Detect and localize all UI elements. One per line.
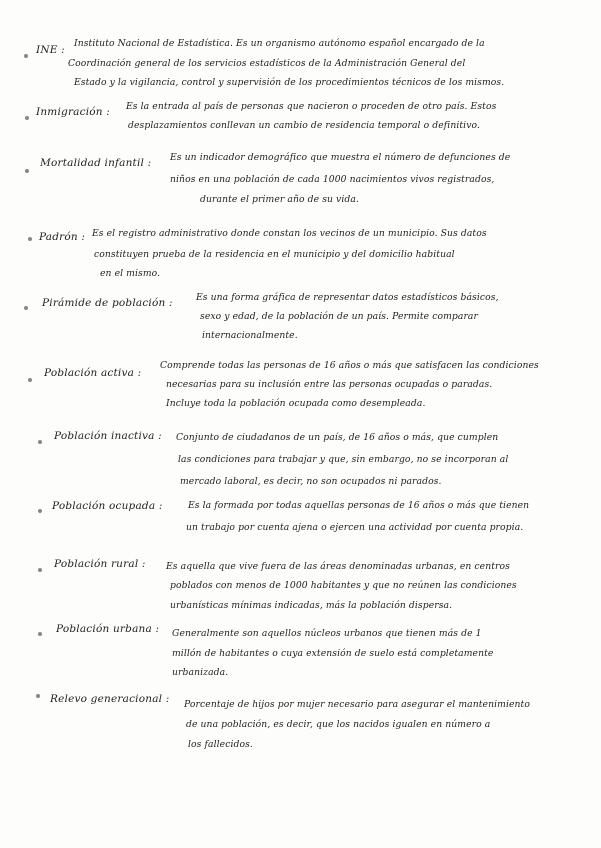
entry-term: Población urbana : — [56, 623, 160, 635]
entry-term: Mortalidad infantil : — [40, 157, 152, 169]
bullet-icon — [28, 378, 32, 382]
bullet-icon — [25, 116, 29, 120]
definition-line: Es la formada por todas aquellas personas de 16 años o más que tienen — [188, 500, 530, 511]
bullet-icon — [25, 169, 29, 173]
definition-line: Incluye toda la población ocupada como desempleada. — [166, 398, 426, 409]
bullet-icon — [38, 632, 42, 636]
definition-line: internacionalmente. — [202, 330, 298, 341]
definition-line: constituyen prueba de la residencia en el municipio y del domicilio habitual — [94, 249, 455, 260]
entry-term: Población rural : — [54, 558, 146, 570]
definition-line: necesarias para su inclusión entre las personas ocupadas o paradas. — [166, 379, 493, 390]
definition-line: Es la entrada al país de personas que nacieron o proceden de otro país. Estos — [126, 101, 497, 112]
definition-line: Estado y la vigilancia, control y supervisión de los procedimientos técnicos de los mismos. — [74, 77, 505, 88]
entry-term: Relevo generacional : — [50, 693, 170, 705]
definition-line: de una población, es decir, que los nacidos igualen en número a — [186, 719, 491, 730]
definition-line: sexo y edad, de la población de un país. Permite comparar — [200, 311, 479, 322]
definition-line: poblados con menos de 1000 habitantes y que no reúnen las condiciones — [170, 580, 517, 591]
entry-term: Población ocupada : — [52, 500, 163, 512]
bullet-icon — [24, 54, 28, 58]
definition-line: urbanísticas mínimas indicadas, más la población dispersa. — [170, 600, 453, 611]
definition-line: Es un indicador demográfico que muestra el número de defunciones de — [170, 152, 511, 163]
bullet-icon — [38, 440, 42, 444]
definition-line: Es aquella que vive fuera de las áreas denominadas urbanas, en centros — [166, 561, 510, 572]
bullet-icon — [28, 237, 32, 241]
bullet-icon — [24, 306, 28, 310]
definition-line: millón de habitantes o cuya extensión de suelo está completamente — [172, 648, 494, 659]
definition-line: Es el registro administrativo donde constan los vecinos de un municipio. Sus datos — [92, 228, 487, 239]
entry-term: Pirámide de población : — [42, 297, 173, 309]
definition-line: en el mismo. — [100, 268, 161, 279]
entry-term: Población inactiva : — [54, 430, 162, 442]
definition-line: urbanizada. — [172, 667, 229, 678]
definition-line: Coordinación general de los servicios estadísticos de la Administración General del — [68, 58, 466, 69]
definition-line: mercado laboral, es decir, no son ocupados ni parados. — [180, 476, 442, 487]
definition-line: Comprende todas las personas de 16 años o más que satisfacen las condiciones — [160, 360, 539, 371]
definition-line: las condiciones para trabajar y que, sin embargo, no se incorporan al — [178, 454, 509, 465]
definition-line: desplazamientos conllevan un cambio de residencia temporal o definitivo. — [128, 120, 480, 131]
entry-term: Padrón : — [39, 231, 86, 243]
definition-line: un trabajo por cuenta ajena o ejercen una actividad por cuenta propia. — [186, 522, 524, 533]
definition-line: Conjunto de ciudadanos de un país, de 16 años o más, que cumplen — [176, 432, 499, 443]
bullet-icon — [36, 694, 40, 698]
definition-line: Generalmente son aquellos núcleos urbanos que tienen más de 1 — [172, 628, 482, 639]
bullet-icon — [38, 568, 42, 572]
bullet-icon — [38, 509, 42, 513]
entry-term: Población activa : — [44, 367, 142, 379]
definition-line: durante el primer año de su vida. — [200, 194, 359, 205]
definition-line: Instituto Nacional de Estadística. Es un organismo autónomo español encargado de la — [74, 38, 485, 49]
entry-term: INE : — [36, 44, 65, 56]
entry-term: Inmigración : — [36, 106, 111, 118]
definition-line: Es una forma gráfica de representar datos estadísticos básicos, — [196, 292, 499, 303]
definition-line: niños en una población de cada 1000 nacimientos vivos registrados, — [170, 174, 495, 185]
definition-line: los fallecidos. — [188, 739, 253, 750]
definition-line: Porcentaje de hijos por mujer necesario para asegurar el mantenimiento — [184, 699, 530, 710]
